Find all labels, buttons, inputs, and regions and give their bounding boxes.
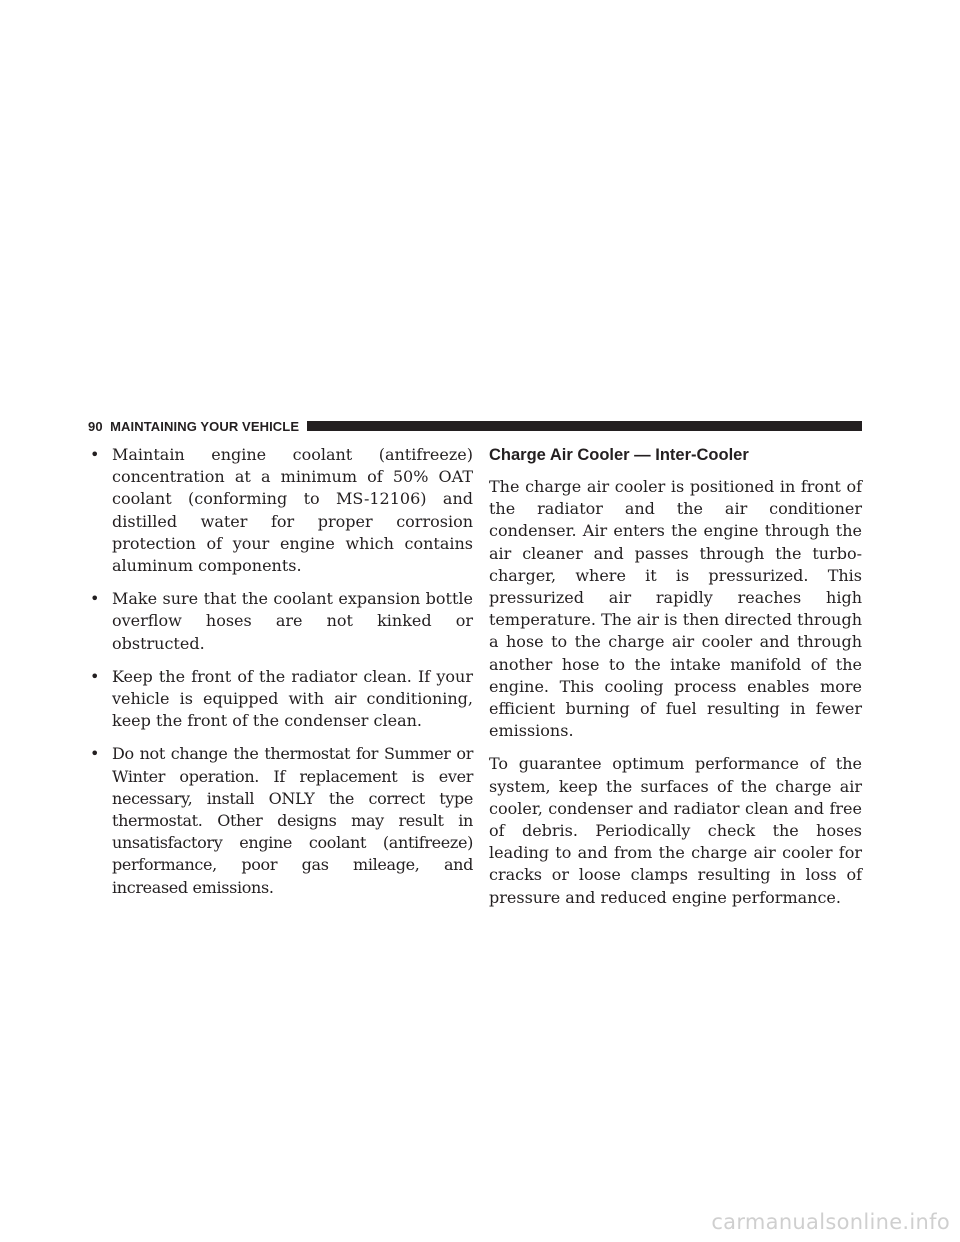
right-column	[489, 444, 862, 920]
page-number-and-section	[88, 419, 299, 434]
body-paragraph: The charge air cooler is positioned in front of the radiator and the air conditioner condenser. Air enters the engine through the air cleaner and passes through the turbo-charger, where it is pressurized. This pressurized air rapidly reaches high temperature. The air is then directed through a hose to the charge air cooler and through another hose to the intake manifold of the engine. This cooling process enables more efficient burning of fuel resulting in fewer emissions.	[489, 477, 862, 741]
header-rule	[307, 421, 862, 431]
bullet-dot-icon: •	[90, 589, 100, 609]
bullet-dot-icon: •	[90, 445, 100, 464]
left-column	[88, 444, 473, 910]
body-paragraph: To guarantee optimum performance of the system, keep the surfaces of the charge air cooler, condenser and radiator clean and free of debris. Periodically check the hoses leading to and from the charge air cooler for cracks or loose clamps resulting in loss of pressure and reduced engine performance.	[489, 754, 862, 907]
bullet-item	[88, 666, 473, 733]
section-heading: Charge Air Cooler — Inter-Cooler	[489, 446, 749, 464]
maintenance-bullet-list	[88, 444, 473, 899]
page-header	[88, 418, 862, 434]
bullet-text: Do not change the thermostat for Summer or Winter operation. If replacement is ever necessary, install ONLY the correct type thermostat. Other designs may result in unsatisfactory engine coolant (antifreeze) performance, poor gas mileage, and increased emissions.	[112, 744, 473, 897]
bullet-item	[88, 588, 473, 655]
bullet-text: Keep the front of the radiator clean. If your vehicle is equipped with air conditioning, keep the front of the condenser clean.	[112, 666, 473, 731]
bullet-text: Maintain engine coolant (antifreeze) concentration at a minimum of 50% OAT coolant (conforming to MS-12106) and distilled water for proper corrosion protection of your engine which contains aluminum components.	[112, 445, 473, 576]
section-title: MAINTAINING YOUR VEHICLE	[110, 418, 300, 434]
bullet-dot-icon: •	[90, 666, 100, 686]
bullet-text: Make sure that the coolant expansion bottle overflow hoses are not kinked or obstructed.	[112, 589, 473, 653]
bullet-dot-icon: •	[90, 744, 100, 764]
watermark-link[interactable]: carmanualsonline.info	[711, 1210, 950, 1234]
bullet-item	[88, 444, 473, 577]
bullet-item	[88, 743, 473, 898]
page-number: 90	[88, 418, 103, 434]
